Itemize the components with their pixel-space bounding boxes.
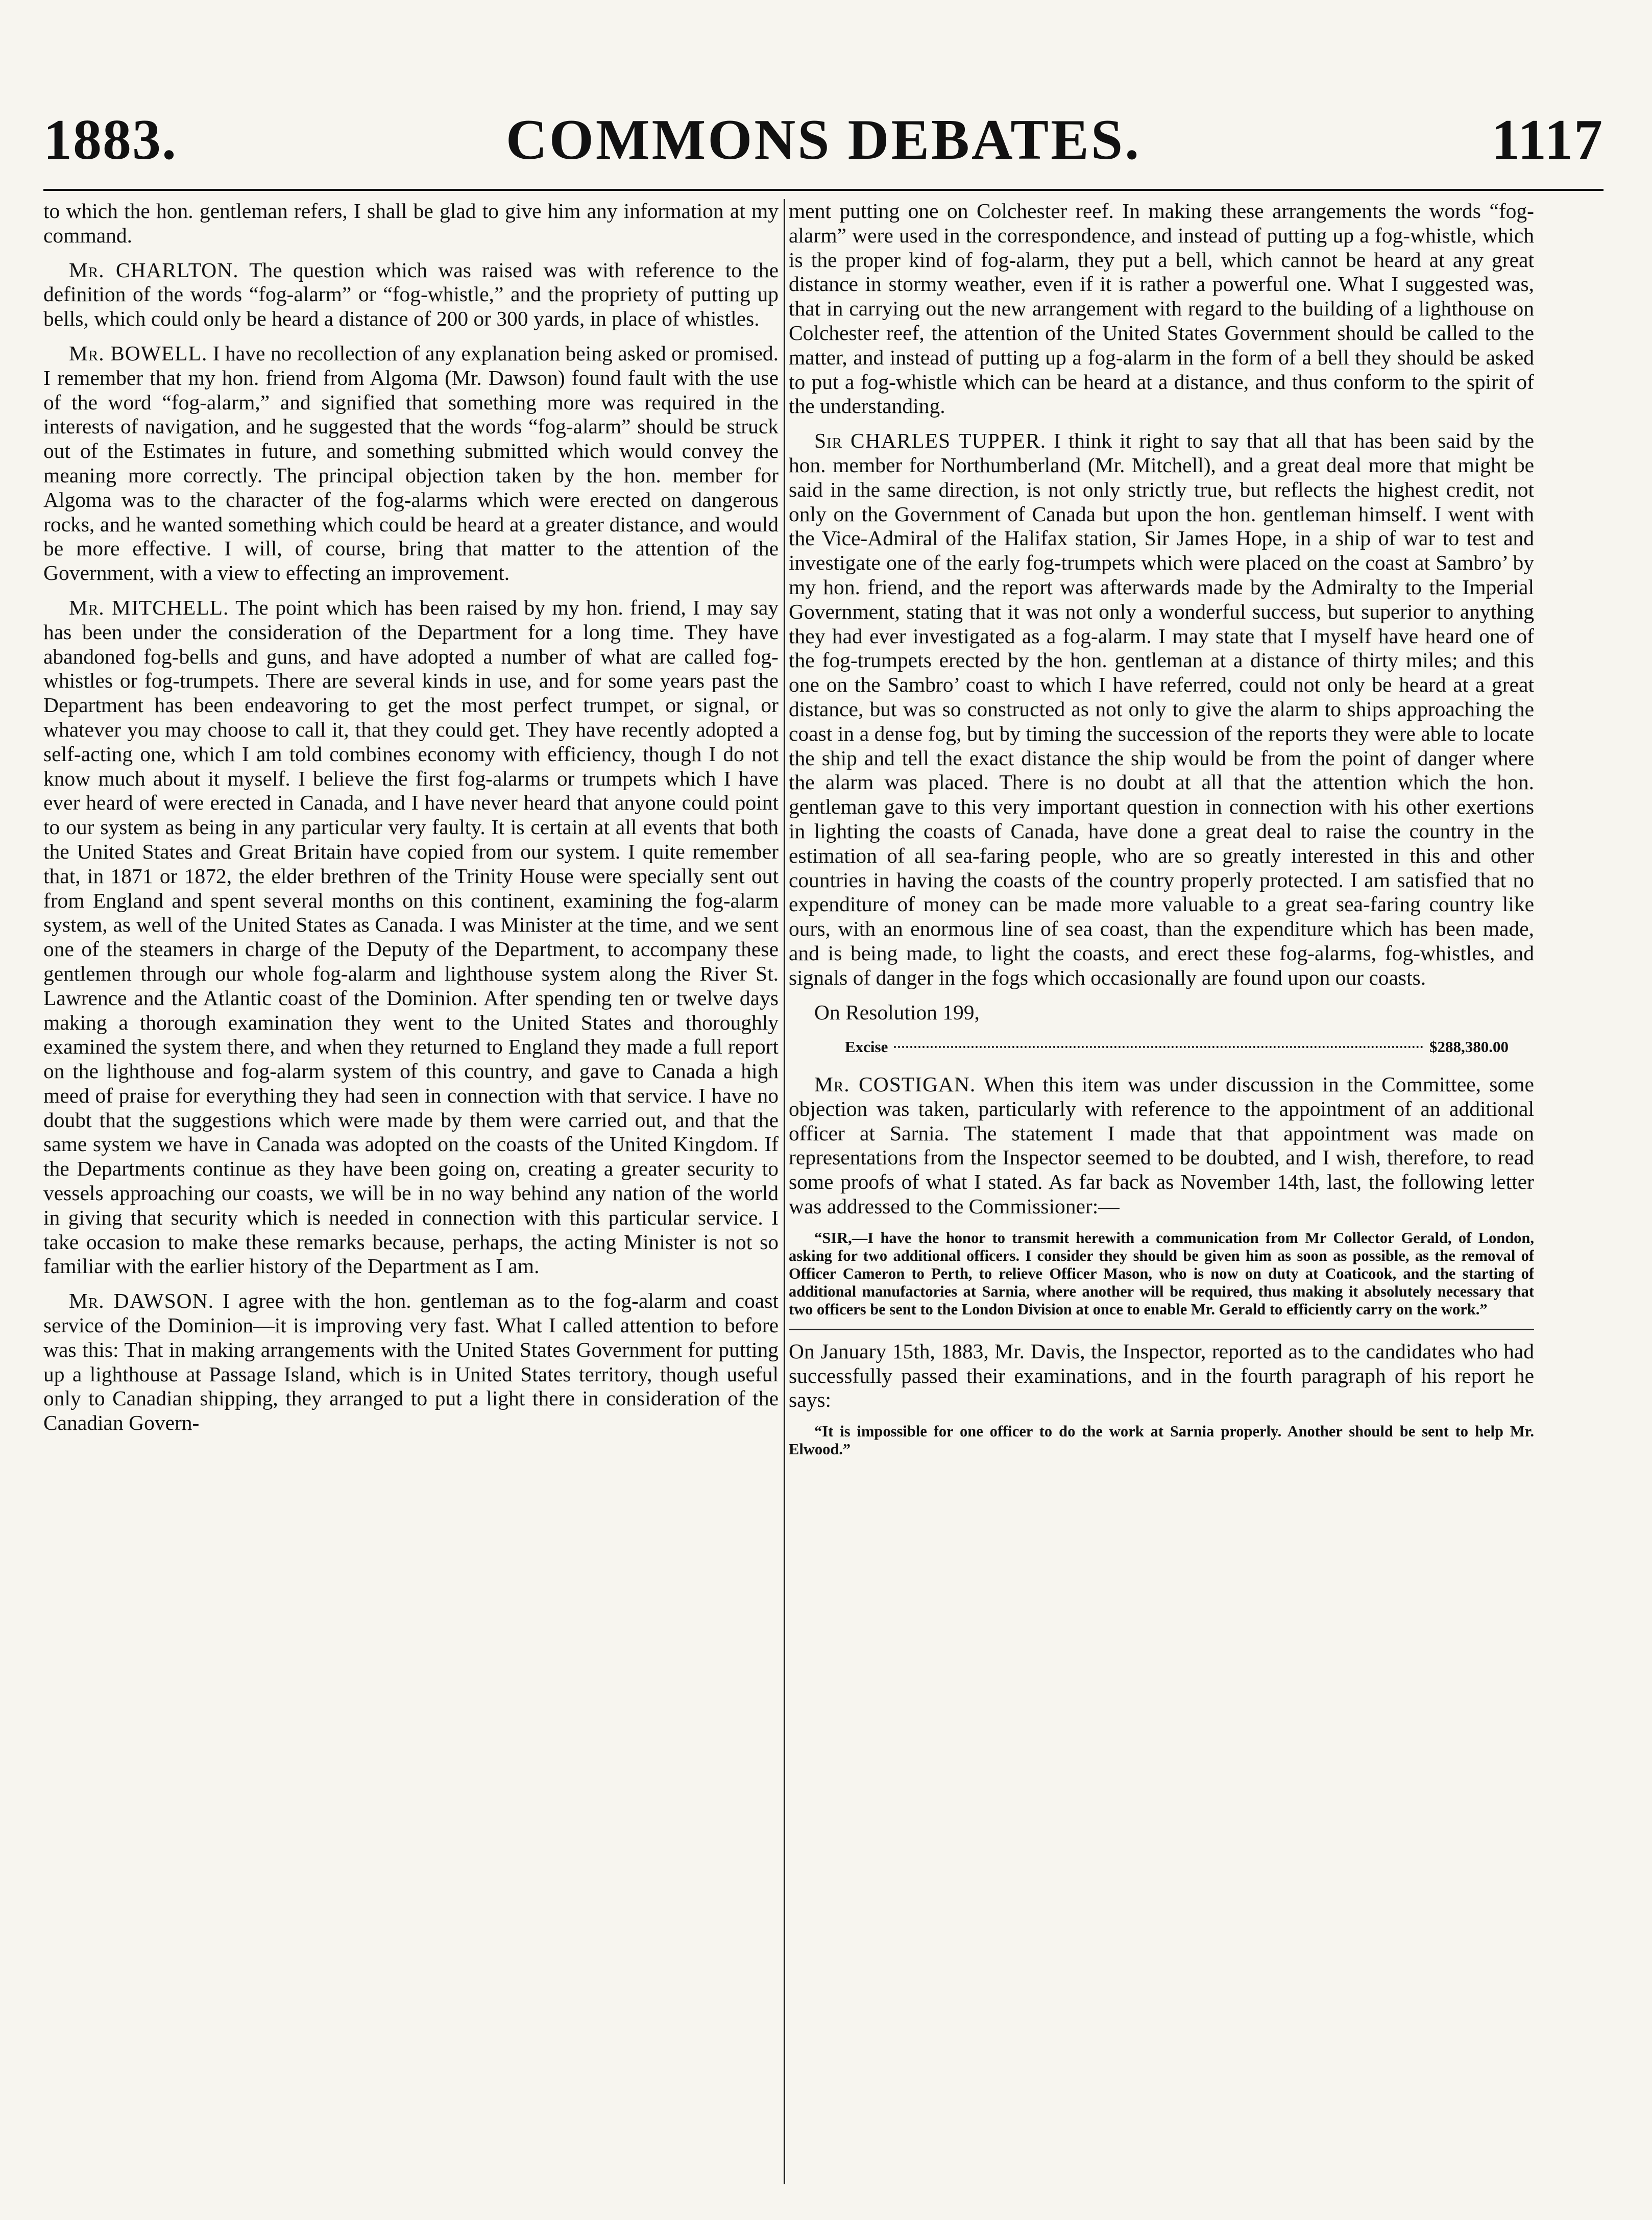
header-year: 1883. [43, 108, 177, 172]
left-column [43, 199, 779, 2184]
estimate-line [845, 1035, 1534, 1059]
speech-text: When this item was under discussion in the Committee, some objection was taken, particularly with reference to the appointment of an additional officer at Sarnia. The statement I made that that appointment was made on representations from the Inspector seemed to be doubted, and I wish, therefore, to read some proofs of what I stated. As far back as November 14th, last, the following letter was addressed to the Commissioner:— [789, 1072, 1534, 1218]
speech-text: The question which was raised was with reference to the definition of the words “fog-alarm” or “fog-whistle,” and the propriety of putting up bells, which could only be heard a distance of 200 or 300 yards, in place of whistles. [43, 258, 779, 331]
paragraph [789, 429, 1534, 990]
paragraph: On January 15th, 1883, Mr. Davis, the Inspector, reported as to the candidates who had successfully passed their examinations, and in the fourth paragraph of his report he says: [789, 1339, 1534, 1412]
estimate-label: Excise [845, 1038, 888, 1056]
estimate-amount: $288,380.00 [1429, 1038, 1509, 1056]
paragraph [789, 1072, 1534, 1219]
section-rule [789, 1329, 1534, 1330]
speaker-name: Sir CHARLES TUPPER. [814, 429, 1047, 453]
paragraph: to which the hon. gentleman refers, I shall be glad to give him any information at my command. [43, 199, 779, 247]
speaker-name: Mr. MITCHELL. [69, 595, 229, 619]
speech-text: I have no recollection of any explanation being asked or promised. I remember that my hon. friend from Algoma (Mr. Dawson) found fault with the use of the word “fog-alarm,” and signified that something more was required in the interests of navigation, and he suggested that the words “fog-alarm” should be struck out of the Estimates in future, and something submitted which would convey the meaning more correctly. The principal objection taken by the hon. member for Algoma was to the character of the fog-alarms which were erected on dangerous rocks, and he wanted something which could be heard at a greater distance, and would be more effective. I will, of course, bring that matter to the attention of the Government, with a view to effecting an improvement. [43, 341, 779, 585]
paragraph [43, 596, 779, 1279]
page-header [43, 107, 1604, 184]
column-divider [784, 199, 785, 2184]
right-column [789, 199, 1534, 2184]
speaker-name: Mr. COSTIGAN. [814, 1072, 976, 1096]
resolution-heading: On Resolution 199, [814, 1000, 980, 1024]
speech-text: I agree with the hon. gentleman as to the fog-alarm and coast service of the Dominion—it is improving very fast. What I called attention to before was this: That in making arrangements with the United States Government for putting up a lighthouse at Passage Island, which is in United States territory, though useful only to Canadian shipping, they arranged to put a light there in consideration of the Canadian Govern- [43, 1289, 779, 1435]
paragraph: ment putting one on Colchester reef. In making these arrangements the words “fog-alarm” were used in the correspondence, and instead of putting up a fog-whistle, which is the proper kind of fog-alarm, they put a bell, which cannot be heard at any great distance in stormy weather, even if it is rather a powerful one. What I suggested was, that in carrying out the new arrangement with regard to the building of a lighthouse on Colchester reef, the attention of the United States Government should be called to the matter, and instead of putting up a fog-alarm in the form of a bell they should be asked to put a fog-whistle which can be heard at a distance, and thus conform to the spirit of the understanding. [789, 199, 1534, 418]
paragraph [43, 258, 779, 331]
quoted-letter: “SIR,—I have the honor to transmit herewith a communication from Mr Collector Gerald, of London, asking for two additional officers. I consider they should be given him as soon as possible, as the removal of Officer Cameron to Perth, to relieve Officer Mason, who is now on duty at Coaticook, and the starting of additional manufactories at Sarnia, where another will be required, thus making it absolutely necessary that two officers be sent to the London Division at once to enable Mr. Gerald to efficiently carry on the work.” [789, 1229, 1534, 1318]
header-title: COMMONS DEBATES. [505, 108, 1141, 172]
header-rule [43, 189, 1604, 191]
paragraph [43, 341, 779, 586]
speaker-name: Mr. CHARLTON. [69, 258, 239, 282]
quoted-report: “It is impossible for one officer to do the work at Sarnia properly. Another should be sent to help Mr. Elwood.” [789, 1423, 1534, 1458]
dot-leader [894, 1046, 1423, 1048]
speaker-name: Mr. BOWELL. [69, 341, 208, 365]
speaker-name: Mr. DAWSON. [69, 1289, 214, 1313]
header-page-number: 1117 [1491, 108, 1604, 172]
speech-text: The point which has been raised by my hon. friend, I may say has been under the consideration of the Department for a long time. They have abandoned fog-bells and guns, and have adopted a number of what are called fog-whistles or fog-trumpets. There are several kinds in use, and for some years past the Department has been endeavoring to get the most perfect trumpet, or signal, or whatever you may choose to call it, that they could get. They have recently adopted a self-acting one, which I am told combines economy with efficiency, though I do not know much about it myself. I believe the first fog-alarms or trumpets which I have ever heard of were erected in Canada, and I have never heard that anyone could point to our system as being in any particular very faulty. It is certain at all events that both the United States and Great Britain have copied from our system. I quite remember that, in 1871 or 1872, the elder brethren of the Trinity House were specially sent out from England and spent several months on this continent, examining the fog-alarm system, as well of the United States as Canada. I was Minister at the time, and we sent one of the steamers in charge of the Deputy of the Department, to accompany these gentlemen through our whole fog-alarm and lighthouse system along the River St. Lawrence and the Atlantic coast of the Dominion. After spending ten or twelve days making a thorough examination they went to the United States and thoroughly examined the system there, and when they returned to England they made a full report on the lighthouse and fog-alarm system of this country, and gave to Canada a high meed of praise for everything they had seen in connection with that service. I have no doubt that the suggestions which were made by them were carried out, and that the same system we have in Canada was adopted on the coasts of the United Kingdom. If the Departments continue as they have been going on, creating a greater security to vessels approaching our coasts, we will be in no way behind any nation of the world in giving that security which is needed in connection with this particular service. I take occasion to make these remarks because, perhaps, the acting Minister is not so familiar with the earlier history of the Department as I am. [43, 595, 779, 1278]
paragraph [43, 1289, 779, 1435]
speech-text: I think it right to say that all that has been said by the hon. member for Northumberland (Mr. Mitchell), and a great deal more that might be said in the same direction, is not only strictly true, but reflects the highest credit, not only on the Government of Canada but upon the hon. gentleman himself. I went with the Vice-Admiral of the Halifax station, Sir James Hope, in a ship of war to test and investigate one of the early fog-trumpets which were placed on the coast at Sambro’ by my hon. friend, and the report was afterwards made by the Admiralty to the Imperial Government, stating that it was not only a wonderful success, but superior to anything they had ever investigated as a fog-alarm. I may state that I myself have heard one of the fog-trumpets erected by the hon. gentleman at a distance of thirty miles; and this one on the Sambro’ coast to which I have referred, could not only be heard at a great distance, but was so constructed as not only to give the alarm to ships approaching the coast in a dense fog, but by timing the succession of the reports they were able to locate the ship and tell the exact distance the ship would be from the point of danger where the alarm was placed. There is no doubt at all that the attention which the hon. gentleman gave to this very important question in connection with his other exertions in lighting the coasts of Canada, have done a great deal to raise the country in the estimation of all sea-faring people, who are so greatly interested in this and other countries in having the coasts of the country properly protected. I am satisfied that no expenditure of money can be made more valuable to a great sea-faring country like ours, with an enormous line of sea coast, than the expenditure which has been made, and is being made, to light the coasts, and erect these fog-alarms, fog-whistles, and signals of danger in the fogs which occasionally are found upon our coasts. [789, 429, 1534, 989]
